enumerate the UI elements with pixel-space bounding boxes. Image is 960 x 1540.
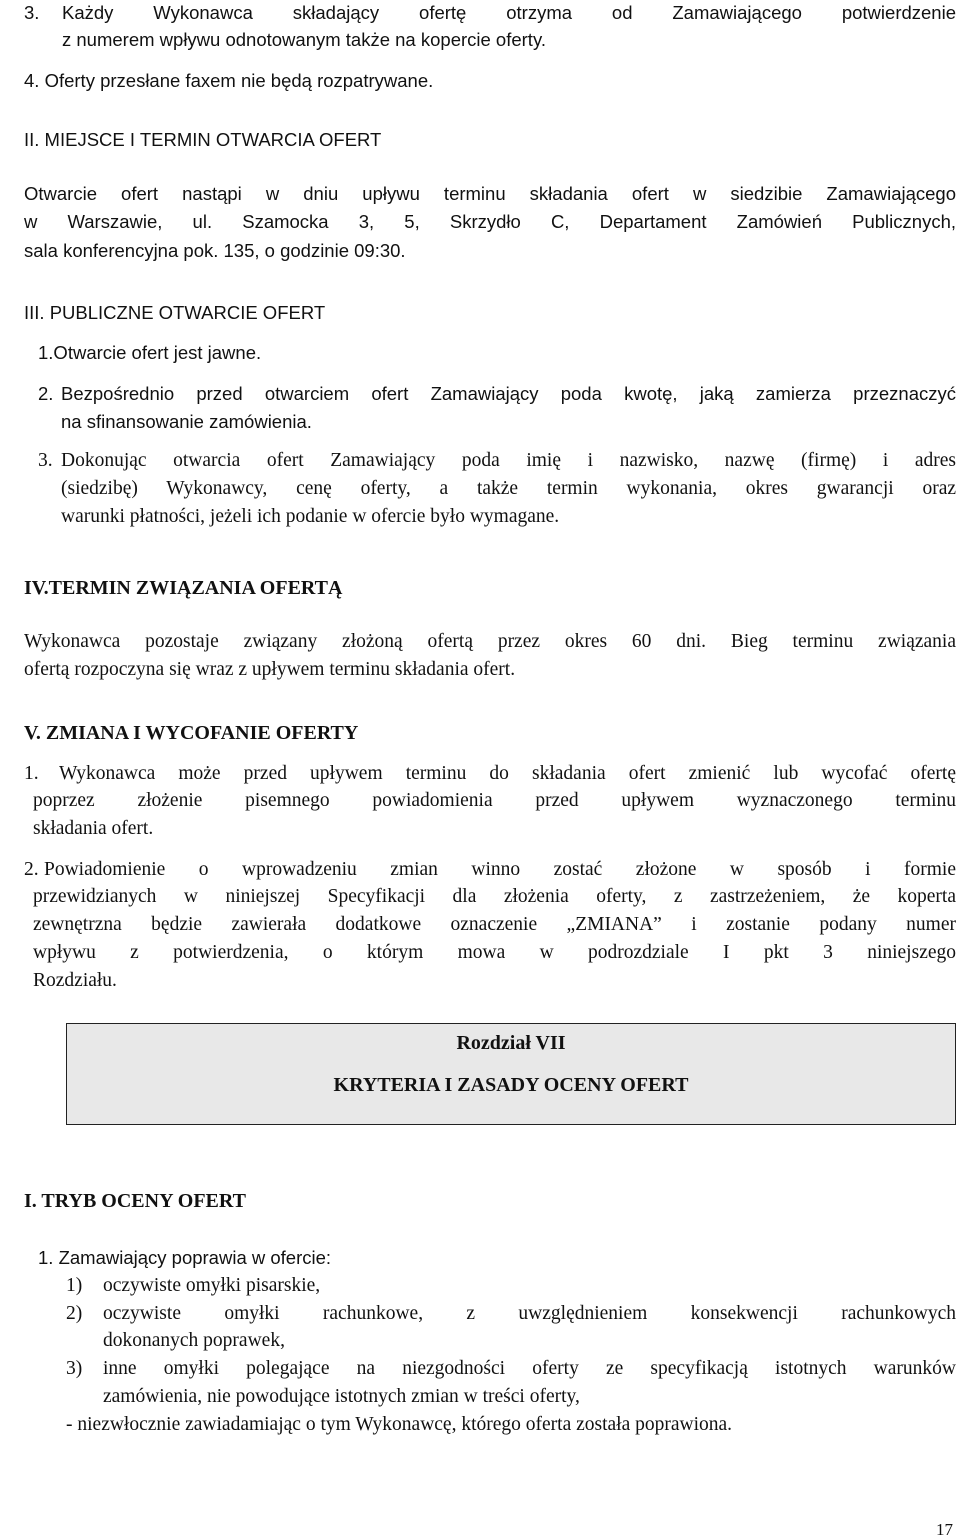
paragraph-line: zewnętrzna będzie zawierała dodatkowe oznaczenie „ZMIANA” i zostanie podany numer: [33, 914, 956, 935]
chapter-title-box: [66, 1023, 956, 1125]
paragraph-line: warunki płatności, jeżeli ich podanie w ofercie było wymagane.: [61, 506, 560, 527]
paragraph-line: poprzez złożenie pisemnego powiadomienia przed upływem wyznaczonego terminu: [33, 790, 956, 811]
chapter-subtitle: KRYTERIA I ZASADY OCENY OFERT: [333, 1074, 689, 1096]
list-item-text: dokonanych poprawek,: [103, 1330, 285, 1351]
list-item-text: zamówienia, nie powodujące istotnych zmian w treści oferty,: [103, 1386, 580, 1407]
paragraph-line: (siedzibę) Wykonawcy, cenę oferty, a także termin wykonania, okres gwarancji oraz: [61, 478, 956, 499]
page-number: 17: [936, 1520, 953, 1539]
item-number: 1.: [24, 763, 39, 784]
section-heading: III. PUBLICZNE OTWARCIE OFERT: [24, 302, 326, 323]
list-item-text: inne omyłki polegające na niezgodności oferty ze specyfikacją istotnych warunków: [103, 1358, 956, 1379]
paragraph-line: w Warszawie, ul. Szamocka 3, 5, Skrzydło C, Departament Zamówień Publicznych,: [24, 211, 956, 232]
list-item-number: 2): [66, 1303, 83, 1324]
paragraph-line: Wykonawca pozostaje związany złożoną ofertą przez okres 60 dni. Bieg terminu związania: [24, 631, 956, 652]
list-item-text: oczywiste omyłki rachunkowe, z uwzględnieniem konsekwencji rachunkowych: [103, 1303, 956, 1324]
paragraph-line: Dokonując otwarcia ofert Zamawiający poda imię i nazwisko, nazwę (firmę) i adres: [61, 450, 956, 471]
chapter-title: Rozdział VII: [456, 1032, 566, 1054]
paragraph-line: Rozdziału.: [33, 970, 117, 991]
section-heading: IV.TERMIN ZWIĄZANIA OFERTĄ: [24, 577, 343, 599]
paragraph-line: [33, 760, 956, 788]
paragraph-line: ofertą rozpoczyna się wraz z upływem terminu składania ofert.: [24, 659, 516, 680]
item-number: 2.: [38, 383, 54, 404]
item-number: 2.: [24, 859, 39, 880]
paragraph-line: Powiadomienie o wprowadzeniu zmian winno zostać złożone w sposób i formie: [44, 859, 956, 880]
list-item-number: 1): [66, 1275, 83, 1296]
paragraph-line: Każdy Wykonawca składający ofertę otrzyma od Zamawiającego potwierdzenie: [62, 2, 956, 23]
item-number: 3.: [24, 2, 40, 23]
paragraph-line: 4. Oferty przesłane faxem nie będą rozpatrywane.: [24, 70, 434, 91]
section-heading: I. TRYB OCENY OFERT: [24, 1190, 246, 1212]
paragraph-line: 1.Otwarcie ofert jest jawne.: [38, 342, 262, 363]
paragraph-line: wpływu z potwierdzenia, o którym mowa w podrozdziale I pkt 3 niniejszego: [33, 942, 956, 963]
list-item-number: 3): [66, 1358, 83, 1379]
paragraph-line: Bezpośrednio przed otwarciem ofert Zamawiający poda kwotę, jaką zamierza przeznaczyć: [61, 383, 956, 404]
paragraph-line: z numerem wpływu odnotowanym także na kopercie oferty.: [62, 29, 546, 50]
item-number: 3.: [38, 450, 53, 471]
paragraph-line: 1. Zamawiający poprawia w ofercie:: [38, 1247, 332, 1268]
paragraph-line: składania ofert.: [33, 818, 154, 839]
paragraph-line: Otwarcie ofert nastąpi w dniu upływu terminu składania ofert w siedzibie Zamawiającego: [24, 183, 956, 204]
list-item-text: oczywiste omyłki pisarskie,: [103, 1275, 321, 1296]
section-heading: II. MIEJSCE I TERMIN OTWARCIA OFERT: [24, 129, 382, 150]
section-heading: V. ZMIANA I WYCOFANIE OFERTY: [24, 722, 359, 744]
paragraph-text: Wykonawca może przed upływem terminu do składania ofert zmienić lub wycofać ofertę: [59, 763, 956, 784]
paragraph-line: - niezwłocznie zawiadamiając o tym Wykonawcę, którego oferta została poprawiona.: [66, 1414, 733, 1435]
paragraph-line: przewidzianych w niniejszej Specyfikacji dla złożenia oferty, z zastrzeżeniem, że koperta: [33, 886, 956, 907]
paragraph-line: sala konferencyjna pok. 135, o godzinie 09:30.: [24, 240, 406, 261]
paragraph-line: na sfinansowanie zamówienia.: [61, 411, 312, 432]
